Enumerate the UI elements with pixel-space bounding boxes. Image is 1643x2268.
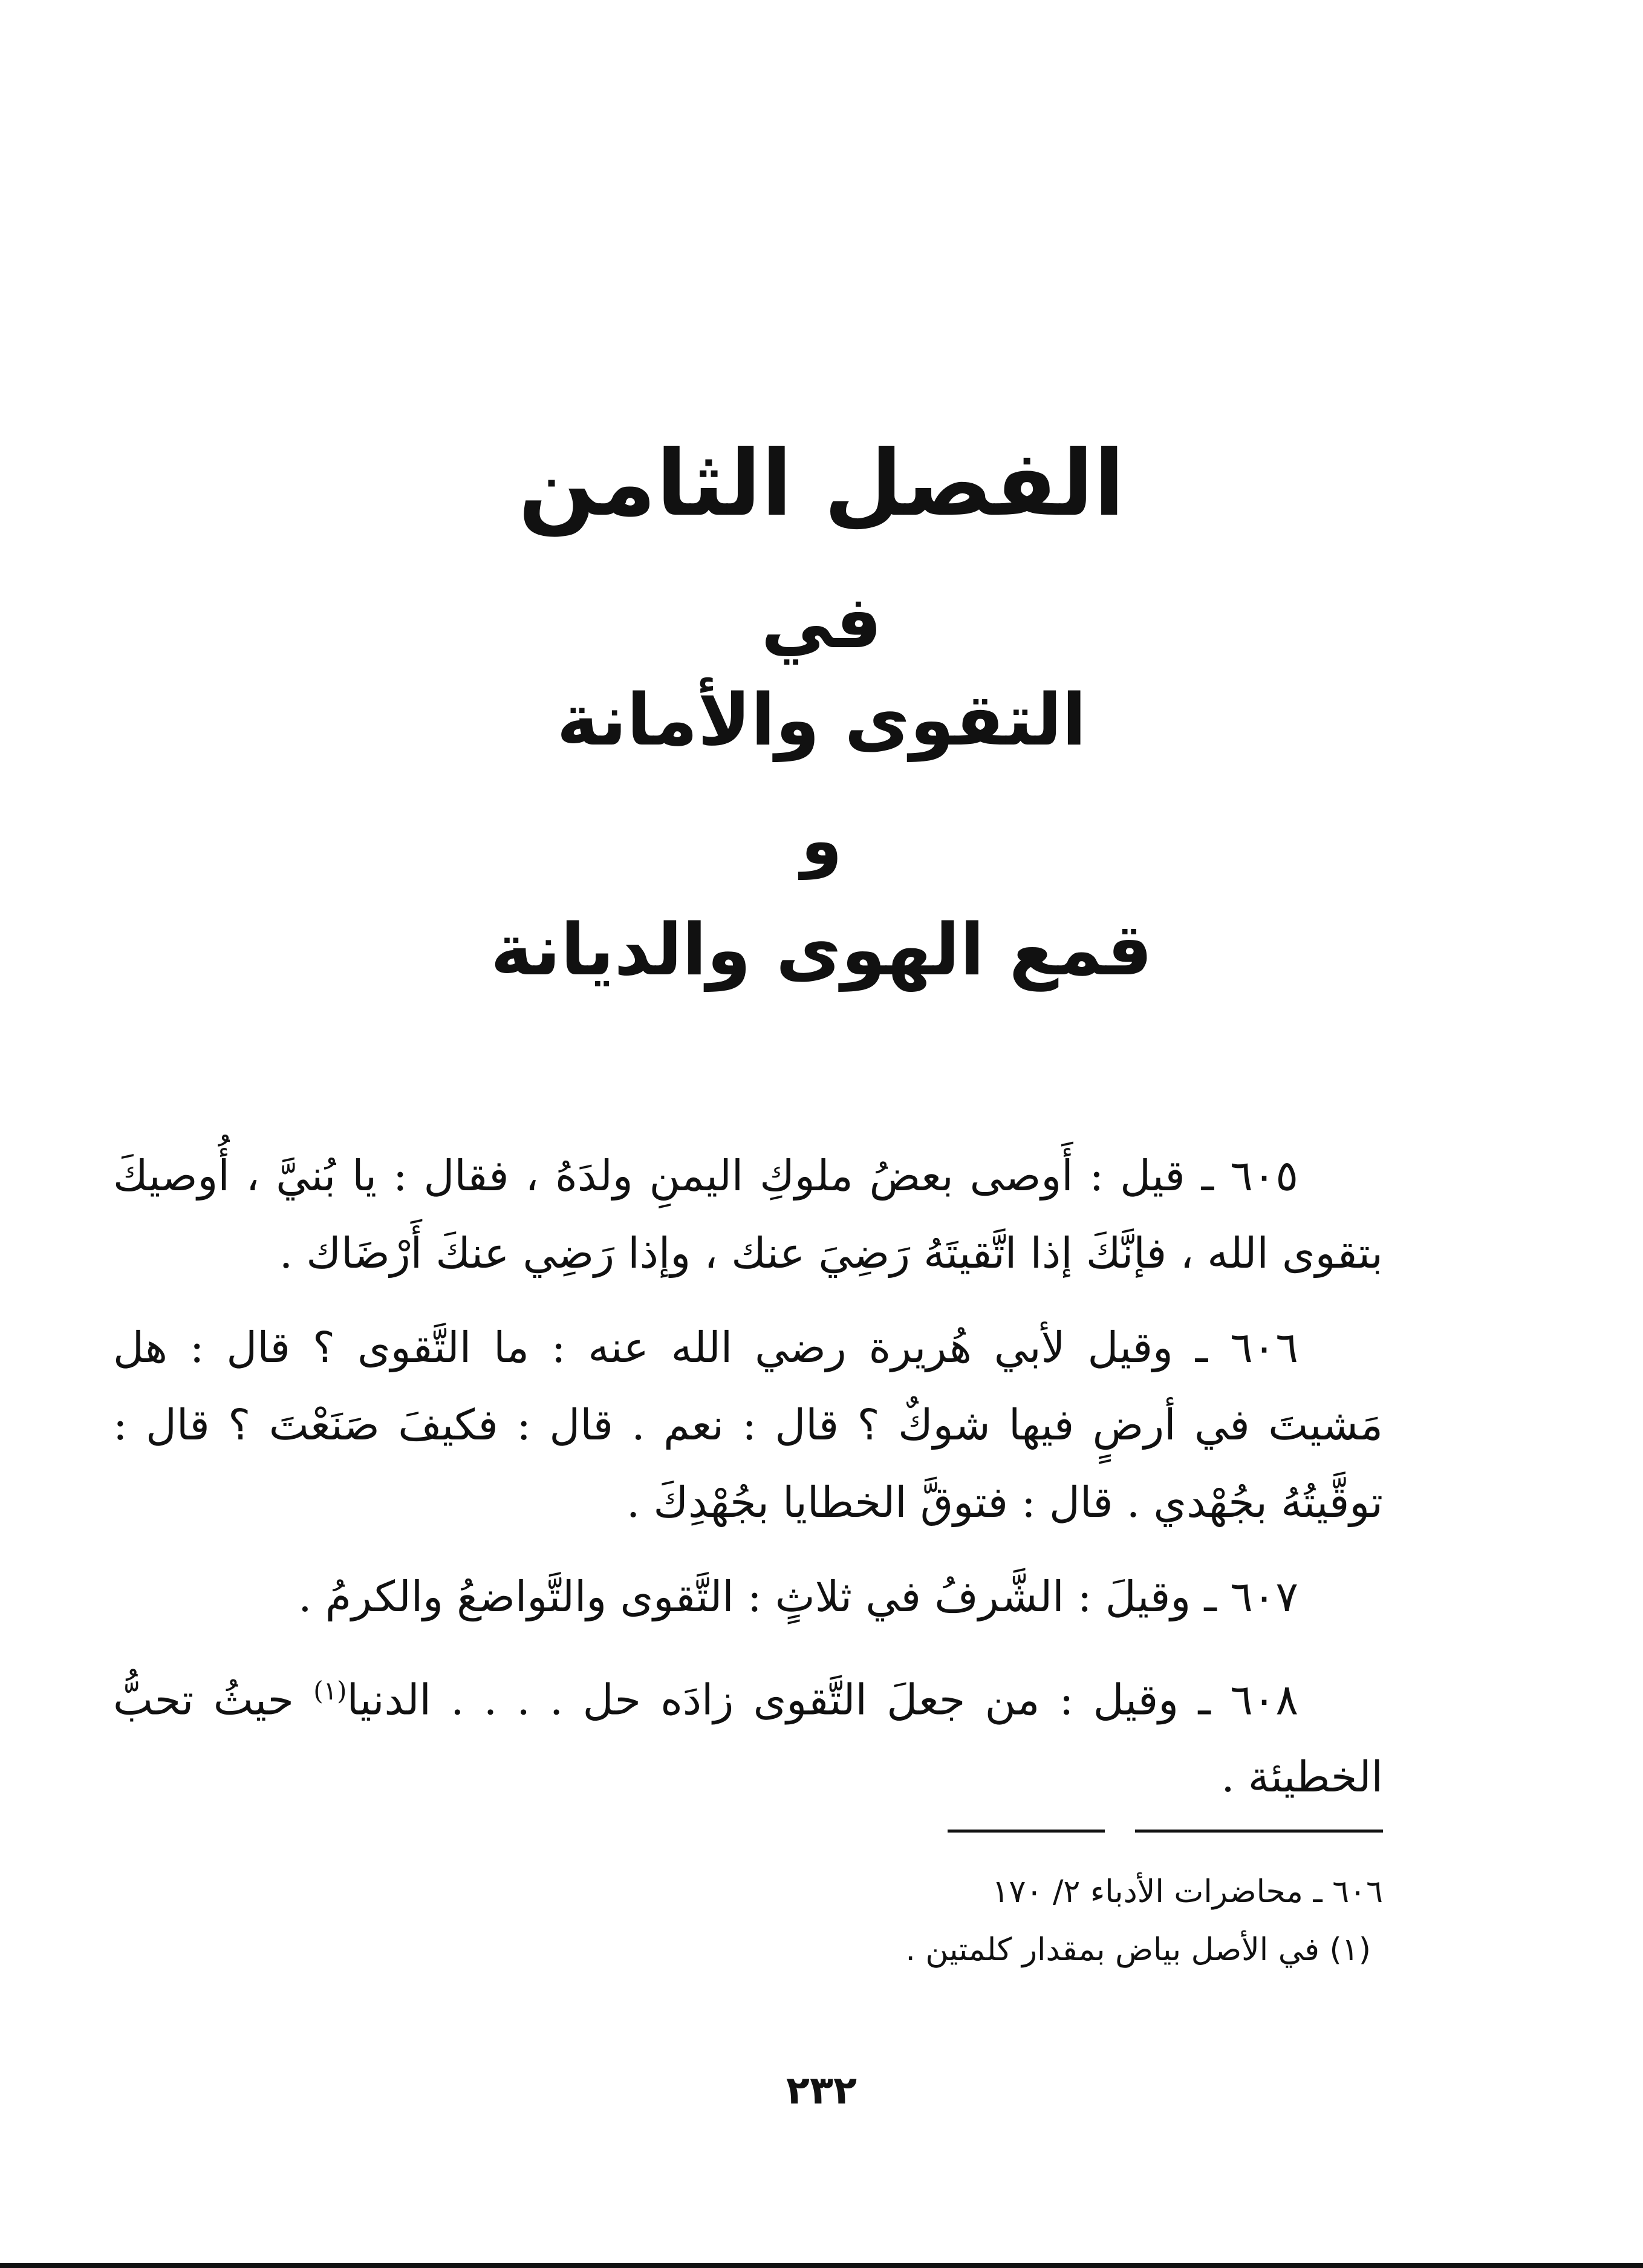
footnote-separator (948, 1830, 1383, 1833)
chapter-topic-2: قمع الهوى والديانة (490, 908, 1153, 991)
heading-connector-waw: و (801, 802, 842, 879)
paragraph-606: ٦٠٦ ـ وقيل لأبي هُريرة رضي الله عنه : ما التَّقوى ؟ قال : هل مَشيتَ في أرضٍ فيها شوكٌ ؟ قال : نعم . قال : فكيفَ صَنَعْتَ ؟ قال : توقَّيتُهُ بجُهْدي . قال : فتوقَّ الخطايا بجُهْدِكَ . (113, 1323, 1383, 1527)
paragraph-607: ٦٠٧ ـ وقيلَ : الشَّرفُ في ثلاثٍ : التَّقوى والتَّواضعُ والكرمُ . (298, 1572, 1298, 1621)
chapter-topic-1: التقوى والأمانة (556, 678, 1087, 761)
paragraph-text: وقيل : من جعلَ التَّقوى زادَه حل . . . . الدنيا (346, 1675, 1179, 1725)
heading-connector-fi: في (761, 581, 882, 665)
separator-rule (948, 1830, 1105, 1833)
page-number: ٢٣٢ (786, 2068, 857, 2113)
footnotes (113, 1863, 1383, 1979)
paragraph-number: ٦٠٨ (1230, 1675, 1298, 1725)
paragraph-text: وقيلَ : الشَّرفُ في ثلاثٍ : التَّقوى والتَّواضعُ والكرمُ . (298, 1572, 1191, 1621)
scan-border (0, 2263, 1643, 2268)
paragraph-text-continued: حيثُ تحبُّ الخطيئة . (113, 1675, 1383, 1802)
footnote-1: (١) في الأصل بياض بمقدار كلمتين . (905, 1932, 1371, 1968)
chapter-title: الفصل الثامن (518, 431, 1125, 536)
paragraph-number: ٦٠٥ (1230, 1151, 1298, 1201)
paragraph-text: قيل : أَوصى بعضُ ملوكِ اليمنِ ولدَهُ ، فقال : يا بُنيَّ ، أُوصيكَ بتقوى الله ، فإنَّكَ إذا اتَّقيتَهُ رَضِيَ عنك ، وإذا رَضِي عنكَ أَرْضَاك . (113, 1151, 1383, 1278)
paragraph-605: ٦٠٥ ـ قيل : أَوصى بعضُ ملوكِ اليمنِ ولدَهُ ، فقال : يا بُنيَّ ، أُوصيكَ بتقوى الله ، فإنَّكَ إذا اتَّقيتَهُ رَضِيَ عنك ، وإذا رَضِي عنكَ أَرْضَاك . (113, 1151, 1383, 1278)
body-text (113, 1137, 1383, 1833)
paragraph-608: ٦٠٨ ـ وقيل : من جعلَ التَّقوى زادَه حل . . . . الدنيا$^{(١)}$ حيثُ تحبُّ الخطيئة . (113, 1675, 1383, 1802)
paragraph-number: ٦٠٧ (1230, 1572, 1298, 1621)
footnote-source: ٦٠٦ ـ محاضرات الأدباء ٢/ ١٧٠ (992, 1874, 1383, 1910)
paragraph-number: ٦٠٦ (1230, 1323, 1298, 1372)
separator-rule (1135, 1830, 1383, 1833)
footnote-reference: (١) (313, 1676, 347, 1706)
paragraph-text: وقيل لأبي هُريرة رضي الله عنه : ما التَّقوى ؟ قال : هل مَشيتَ في أرضٍ فيها شوكٌ ؟ قال : نعم . قال : فكيفَ صَنَعْتَ ؟ قال : توقَّيتُهُ بجُهْدي . قال : فتوقَّ الخطايا بجُهْدِكَ . (113, 1323, 1383, 1527)
